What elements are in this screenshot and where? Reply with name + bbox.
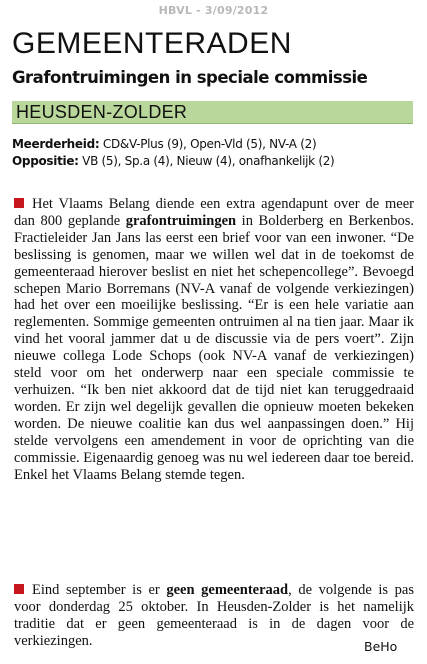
section-title: GEMEENTERADEN bbox=[12, 27, 292, 60]
opposition-label: Oppositie: bbox=[12, 154, 79, 168]
headline: Grafontruimingen in speciale commissie bbox=[12, 68, 368, 87]
place-bar bbox=[12, 101, 413, 124]
article-paragraph-2 bbox=[14, 582, 414, 650]
p2-text-start: Eind september is er bbox=[32, 582, 167, 598]
bullet-square-icon bbox=[14, 584, 24, 594]
p2-bold-term: geen gemeenteraad bbox=[166, 582, 289, 598]
article-paragraph-1 bbox=[14, 196, 414, 483]
majority-value: CD&V-Plus (9), Open-Vld (5), NV-A (2) bbox=[99, 137, 317, 151]
opposition-value: VB (5), Sp.a (4), Nieuw (4), onafhankelijk (2) bbox=[78, 154, 335, 168]
bullet-square-icon bbox=[14, 198, 24, 208]
place-name: HEUSDEN-ZOLDER bbox=[16, 102, 188, 122]
majority-line bbox=[12, 136, 316, 152]
opposition-line bbox=[12, 153, 334, 169]
p1-text-rest: in Bolderberg en Berkenbos. Fractieleider Jan Jans las eerst een brief voor van een inwoner. “De beslissing is genomen, maar we willen wel dat in de toekomst de gemeenteraad hierover beslist en niet het schepencollege”. Bevoegd schepen Mario Borremans (NV-A vanaf de volgende verkiezingen) had het over een moeilijke beslissing. “Er is een hele variatie aan reglementen. Sommige gemeenten ontruimen al na tien jaar. Maar ik vind het vooral jammer dat u de discussie via de pers voert”. Zijn nieuwe collega Lode Schops (ook NV-A vanaf de verkiezingen) steld voor om het onderwerp naar een speciale commissie te verhuizen. “Ik ben niet akkoord dat de tijd niet kan teruggedraaid worden. Er zijn wel degelijk gevallen die opnieuw moeten bekeken worden. De nieuwe coalitie kan dus wel aanpassingen doen.” Hij stelde vervolgens een amendement in voor de oprichting van die commissie. Eigenaardig genoeg was nu wel iedereen daar toe bereid. Enkel het Vlaams Belang stemde tegen. bbox=[14, 212, 414, 483]
author-signature: BeHo bbox=[364, 639, 398, 654]
p1-text-start: Het Vlaams Belang diende een extra agendapunt over de meer dan 800 geplande bbox=[14, 196, 414, 229]
source-date: HBVL - 3/09/2012 bbox=[158, 4, 269, 17]
majority-label: Meerderheid: bbox=[12, 137, 100, 151]
p2-text-rest: , de volgende is pas voor donderdag 25 oktober. In Heusden-Zolder is het namelijk traditie dat er geen gemeenteraad is in de dagen voor de verkiezingen. bbox=[14, 582, 414, 649]
p1-bold-term: grafontruimingen bbox=[125, 212, 237, 229]
